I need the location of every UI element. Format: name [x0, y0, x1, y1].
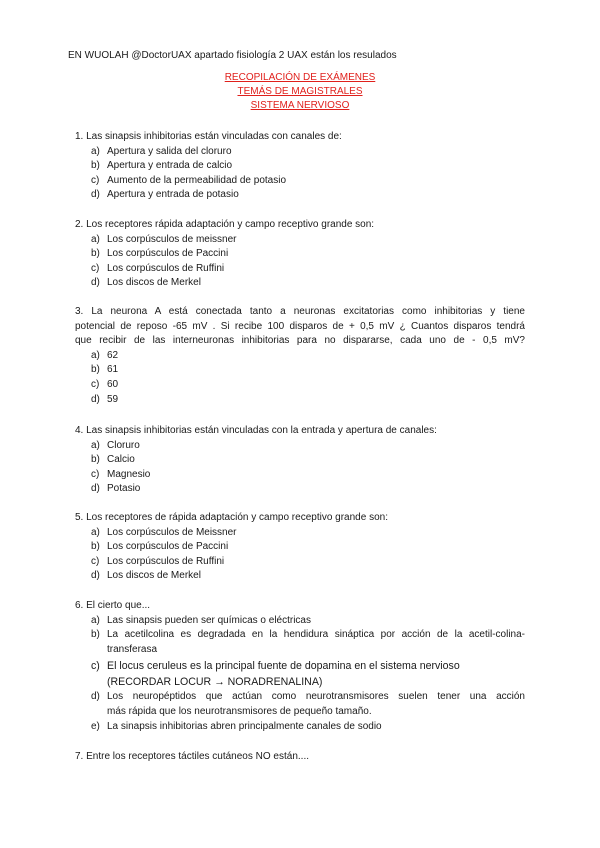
document-titles	[0, 71, 600, 113]
question-text-line-3: que recibir de las interneuronas inhibitorias para no dispararse, cada uno de - 0,5 mV?	[75, 335, 525, 347]
option-d: d) Apertura y entrada de potasio	[91, 189, 239, 201]
question-text: 5. Los receptores de rápida adaptación y campo receptivo grande son:	[75, 512, 388, 523]
option-e: e) La sinapsis inhibitorias abren principalmente canales de sodio	[91, 720, 382, 732]
question-3	[75, 305, 525, 407]
option-a: a) Apertura y salida del cloruro	[91, 145, 232, 157]
option-a: a) Los corpúsculos de Meissner	[91, 526, 237, 538]
question-text: 6. El cierto que...	[75, 600, 151, 611]
option-a: a) Los corpúsculos de meissner	[91, 233, 237, 245]
option-b: b) 61	[91, 364, 119, 376]
question-7	[75, 750, 525, 765]
title-recopilacion: RECOPILACIÓN DE EXÁMENES	[224, 72, 376, 83]
option-c: c) 60	[91, 378, 119, 390]
option-d: d) Potasio	[91, 483, 141, 495]
title-sistema-nervioso: SISTEMA NERVIOSO	[250, 100, 350, 111]
option-d: d) 59	[91, 393, 119, 405]
question-1	[75, 130, 525, 203]
option-b: b) Los corpúsculos de Paccini	[91, 248, 229, 260]
question-text-line-2: potencial de reposo -65 mV . Si recibe 100 disparos de + 0,5 mV ¿ Cuantos disparos tendrá	[75, 320, 525, 332]
question-text-line-1: 3. La neurona A está conectada tanto a neuronas excitatorias como inhibitorias y tiene	[75, 306, 525, 317]
option-d: d) Los neuropéptidos que actúan como neurotransmisores suelen tener una acción más rápida que los neurotransmisores de pequeño tamaño.	[91, 691, 525, 717]
option-b: b) Apertura y entrada de calcio	[91, 160, 233, 172]
option-d: d) Los discos de Merkel	[91, 277, 201, 289]
option-b: b) La acetilcolina es degradada en la hendidura sináptica por acción de la acetil-colina- transferasa	[91, 629, 525, 655]
title-temas: TEMÁS DE MAGISTRALES	[237, 86, 363, 97]
option-a: a) Las sinapsis pueden ser químicas o eléctricas	[91, 614, 311, 626]
option-b: b) Calcio	[91, 454, 135, 466]
option-a: a) 62	[91, 349, 119, 361]
option-c: c) Magnesio	[91, 468, 151, 480]
question-5	[75, 511, 525, 584]
option-a: a) Cloruro	[91, 439, 140, 451]
question-text: 1. Las sinapsis inhibitorias están vinculadas con canales de:	[75, 131, 342, 142]
question-text: 4. Las sinapsis inhibitorias están vinculadas con la entrada y apertura de canales:	[75, 425, 437, 436]
header-note: EN WUOLAH @DoctorUAX apartado fisiología 2 UAX están los resulados	[68, 50, 397, 61]
question-2	[75, 218, 525, 291]
question-text: 7. Entre los receptores táctiles cutáneos NO están....	[75, 751, 310, 762]
question-4	[75, 424, 525, 497]
option-d: d) Los discos de Merkel	[91, 570, 201, 582]
option-c: c) El locus ceruleus es la principal fuente de dopamina en el sistema nervioso (RECORDAR LOCUR → NORADRENALINA)	[91, 660, 460, 688]
option-c: c) Aumento de la permeabilidad de potasio	[91, 174, 287, 186]
option-c: c) Los corpúsculos de Ruffini	[91, 262, 225, 274]
option-b: b) Los corpúsculos de Paccini	[91, 541, 229, 553]
question-text: 2. Los receptores rápida adaptación y campo receptivo grande son:	[75, 219, 375, 230]
option-c: c) Los corpúsculos de Ruffini	[91, 555, 225, 567]
question-6	[75, 599, 525, 734]
